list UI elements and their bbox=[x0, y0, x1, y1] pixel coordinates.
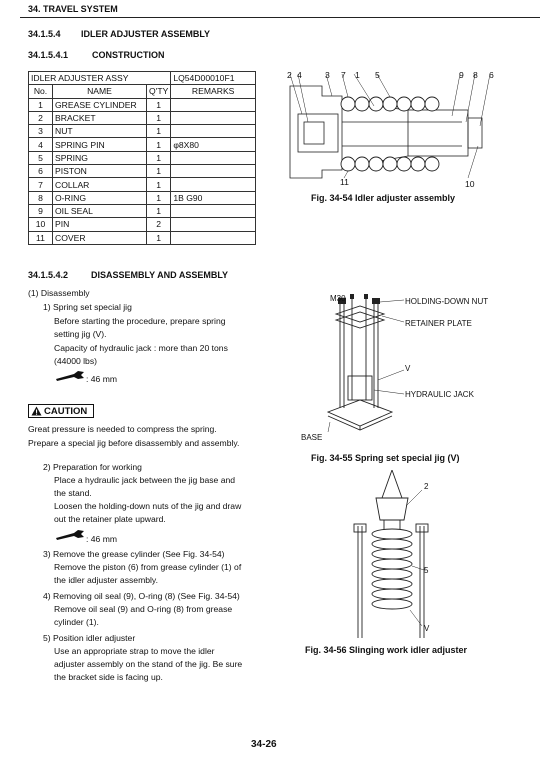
fig56-caption: Fig. 34-56 Slinging work idler adjuster bbox=[305, 645, 468, 655]
step-2-text-c: Loosen the holding-down nuts of the jig and draw bbox=[54, 501, 242, 511]
part-qty-cell: 1 bbox=[147, 98, 171, 111]
part-name-cell: BRACKET bbox=[53, 111, 147, 124]
wrench-size-2: : 46 mm bbox=[86, 534, 118, 544]
part-remarks-cell bbox=[171, 231, 256, 244]
part-name-cell: COLLAR bbox=[53, 178, 147, 191]
table-row bbox=[29, 204, 256, 217]
parts-table bbox=[28, 71, 256, 245]
step-1-title: 1) Spring set special jig bbox=[43, 302, 132, 312]
step-disassembly: (1) Disassembly bbox=[28, 288, 90, 298]
heading-number-3: 34.1.5.4.2 bbox=[28, 270, 69, 280]
part-number-cell: 2 bbox=[29, 111, 53, 124]
table-row bbox=[29, 231, 256, 244]
table-row bbox=[29, 98, 256, 111]
step-1-text-d: (44000 lbs) bbox=[54, 356, 97, 366]
part-remarks-cell: φ8X80 bbox=[171, 138, 256, 151]
callout-1: 1 bbox=[355, 70, 361, 80]
fig54-callouts bbox=[287, 70, 507, 82]
part-name-cell: OIL SEAL bbox=[53, 204, 147, 217]
part-number-cell: 5 bbox=[29, 151, 53, 164]
part-number-cell: 3 bbox=[29, 125, 53, 138]
callout-jig-v: V bbox=[424, 624, 430, 633]
step-4-title: 4) Removing oil seal (9), O-ring (8) (See Fig. 34-54) bbox=[43, 591, 240, 601]
caution-text-b: Prepare a special jig before disassembly and assembly. bbox=[28, 438, 240, 448]
callout-bracket-2: 2 bbox=[424, 482, 429, 491]
step-2-text-a: Place a hydraulic jack between the jig base and bbox=[54, 475, 236, 485]
step-5-title: 5) Position idler adjuster bbox=[43, 633, 136, 643]
step-1-text-c: Capacity of hydraulic jack : more than 20 tons bbox=[54, 343, 228, 353]
assy-label: IDLER ADJUSTER ASSY bbox=[29, 72, 171, 85]
table-row bbox=[29, 218, 256, 231]
idler-adjuster-drawing bbox=[282, 66, 502, 188]
part-remarks-cell bbox=[171, 218, 256, 231]
step-3-text-a: Remove the piston (6) from grease cylinder (1) of bbox=[54, 562, 242, 572]
heading-title-2: CONSTRUCTION bbox=[92, 50, 165, 60]
part-remarks-cell bbox=[171, 125, 256, 138]
callout-7: 7 bbox=[341, 70, 347, 80]
fig54-caption: Fig. 34-54 Idler adjuster assembly bbox=[311, 193, 456, 203]
part-remarks-cell bbox=[171, 165, 256, 178]
step-4-text-b: cylinder (1). bbox=[54, 617, 99, 627]
table-row bbox=[29, 191, 256, 204]
callout-6: 6 bbox=[489, 70, 495, 80]
step-5-text-c: the bracket side is facing up. bbox=[54, 672, 163, 682]
label-hydraulic-jack: HYDRAULIC JACK bbox=[405, 390, 474, 399]
table-row bbox=[29, 165, 256, 178]
step-1-text-b: setting jig (V). bbox=[54, 329, 107, 339]
step-5-text-a: Use an appropriate strap to move the idler bbox=[54, 646, 215, 656]
part-qty-cell: 1 bbox=[147, 178, 171, 191]
table-row bbox=[29, 125, 256, 138]
page-number: 34-26 bbox=[251, 739, 277, 750]
caution-label: CAUTION bbox=[44, 405, 88, 417]
step-2-title: 2) Preparation for working bbox=[43, 462, 142, 472]
label-retainer-plate: RETAINER PLATE bbox=[405, 319, 472, 328]
callout-9: 9 bbox=[459, 70, 465, 80]
callout-5: 5 bbox=[375, 70, 381, 80]
part-number-cell: 10 bbox=[29, 218, 53, 231]
table-row bbox=[29, 178, 256, 191]
callout-spring-5: 5 bbox=[424, 566, 429, 575]
step-1-text-a: Before starting the procedure, prepare spring bbox=[54, 316, 226, 326]
label-holding-down-nut: HOLDING-DOWN NUT bbox=[405, 297, 489, 306]
label-jig-v: V bbox=[405, 364, 411, 373]
step-5-text-b: adjuster assembly on the stand of the jig. Be sure bbox=[54, 659, 243, 669]
step-2-text-b: the stand. bbox=[54, 488, 92, 498]
table-row bbox=[29, 151, 256, 164]
part-number-cell: 6 bbox=[29, 165, 53, 178]
label-m30: M30 bbox=[330, 294, 346, 303]
label-base: BASE bbox=[301, 433, 323, 442]
col-qty: Q'TY bbox=[147, 85, 171, 98]
part-qty-cell: 1 bbox=[147, 125, 171, 138]
part-qty-cell: 1 bbox=[147, 111, 171, 124]
col-remarks: REMARKS bbox=[171, 85, 256, 98]
warning-icon bbox=[31, 406, 42, 416]
part-name-cell: GREASE CYLINDER bbox=[53, 98, 147, 111]
step-3-title: 3) Remove the grease cylinder (See Fig. 34-54) bbox=[43, 549, 225, 559]
part-name-cell: O-RING bbox=[53, 191, 147, 204]
header-rule bbox=[20, 17, 540, 18]
part-remarks-cell bbox=[171, 111, 256, 124]
part-qty-cell: 1 bbox=[147, 151, 171, 164]
table-row bbox=[29, 138, 256, 151]
part-qty-cell: 1 bbox=[147, 138, 171, 151]
heading-title-3: DISASSEMBLY AND ASSEMBLY bbox=[91, 270, 229, 280]
callout-3: 3 bbox=[325, 70, 331, 80]
part-number-cell: 8 bbox=[29, 191, 53, 204]
part-remarks-cell: 1B G90 bbox=[171, 191, 256, 204]
step-2-text-d: out the retainer plate upward. bbox=[54, 514, 166, 524]
callout-2: 2 bbox=[287, 70, 293, 80]
caution-text-a: Great pressure is needed to compress the spring. bbox=[28, 424, 217, 434]
step-3-text-b: the idler adjuster assembly. bbox=[54, 575, 158, 585]
spring-jig-drawing bbox=[300, 290, 410, 440]
fig55-caption: Fig. 34-55 Spring set special jig (V) bbox=[311, 453, 460, 463]
part-number-cell: 11 bbox=[29, 231, 53, 244]
part-name-cell: SPRING bbox=[53, 151, 147, 164]
part-number-cell: 4 bbox=[29, 138, 53, 151]
callout-10: 10 bbox=[465, 179, 475, 189]
part-qty-cell: 1 bbox=[147, 191, 171, 204]
wrench-size-1: : 46 mm bbox=[86, 374, 118, 384]
assy-part-no: LQ54D00010F1 bbox=[171, 72, 256, 85]
part-remarks-cell bbox=[171, 204, 256, 217]
heading-number-1: 34.1.5.4 bbox=[28, 29, 61, 39]
part-qty-cell: 1 bbox=[147, 231, 171, 244]
part-remarks-cell bbox=[171, 98, 256, 111]
callout-4: 4 bbox=[297, 70, 303, 80]
part-name-cell: COVER bbox=[53, 231, 147, 244]
wrench-icon bbox=[54, 529, 86, 541]
col-no: No. bbox=[29, 85, 53, 98]
heading-number-2: 34.1.5.4.1 bbox=[28, 50, 69, 60]
part-name-cell: PIN bbox=[53, 218, 147, 231]
wrench-icon bbox=[54, 370, 86, 382]
table-row bbox=[29, 111, 256, 124]
part-remarks-cell bbox=[171, 151, 256, 164]
part-number-cell: 1 bbox=[29, 98, 53, 111]
part-number-cell: 7 bbox=[29, 178, 53, 191]
heading-title-1: IDLER ADJUSTER ASSEMBLY bbox=[81, 29, 211, 39]
col-name: NAME bbox=[53, 85, 147, 98]
part-name-cell: NUT bbox=[53, 125, 147, 138]
part-qty-cell: 1 bbox=[147, 204, 171, 217]
part-qty-cell: 2 bbox=[147, 218, 171, 231]
step-4-text-a: Remove oil seal (9) and O-ring (8) from grease bbox=[54, 604, 233, 614]
part-name-cell: PISTON bbox=[53, 165, 147, 178]
caution-box bbox=[28, 404, 94, 418]
callout-11: 11 bbox=[340, 177, 349, 187]
slinging-drawing bbox=[340, 470, 450, 638]
part-number-cell: 9 bbox=[29, 204, 53, 217]
part-qty-cell: 1 bbox=[147, 165, 171, 178]
section-header: 34. TRAVEL SYSTEM bbox=[28, 4, 118, 14]
callout-8: 8 bbox=[473, 70, 479, 80]
part-name-cell: SPRING PIN bbox=[53, 138, 147, 151]
part-remarks-cell bbox=[171, 178, 256, 191]
